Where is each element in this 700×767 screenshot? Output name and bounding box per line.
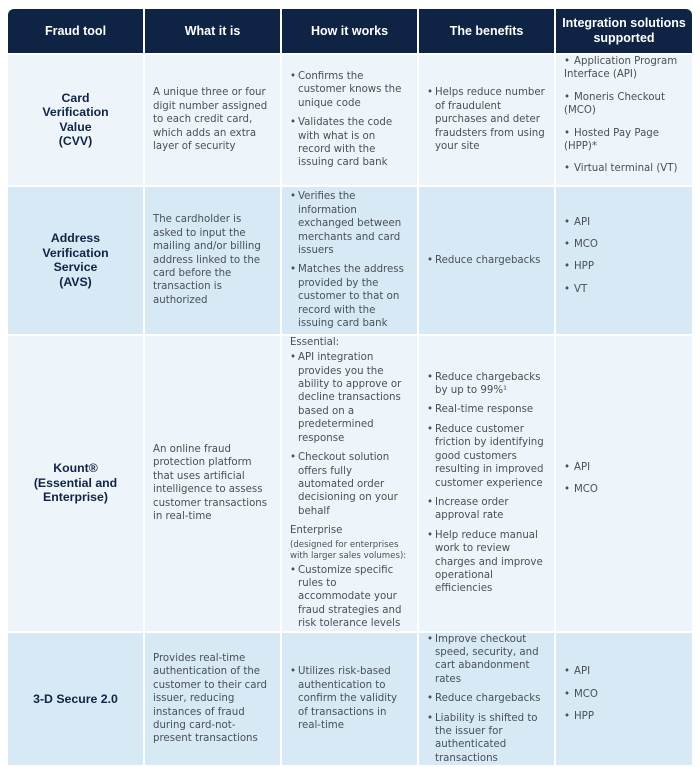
how-item: • Verifies the information exchanged between merchants and card issuers: [290, 190, 409, 257]
tool-name-line: Card: [61, 90, 90, 105]
tool-name-line: Service: [53, 260, 98, 275]
tool-name-line: Verification: [42, 105, 109, 120]
benefit-item: • Help reduce manual work to review charges and improve operational efficiencies: [427, 529, 546, 596]
how-group-label: Enterprise: [290, 525, 343, 537]
how-item: • Customize specific rules to accommodate your fraud strategies and risk tolerance levels: [290, 564, 409, 631]
header-fraud-tool: Fraud tool: [8, 9, 143, 53]
integrations-cell: [556, 633, 692, 766]
benefit-item: • Liability is shifted to the issuer for authenticated transactions: [427, 712, 546, 766]
how-group-note: (designed for enterprises with larger sales volumes):: [290, 539, 407, 562]
how-item: • Checkout solution offers fully automated order decisioning on your behalf: [290, 451, 409, 518]
tool-name-line: Enterprise): [43, 490, 108, 505]
table-row-3ds: [8, 633, 692, 766]
integration-item: • HPP: [564, 261, 594, 273]
table-row-kount: [8, 336, 692, 631]
integration-item: • API: [564, 666, 591, 678]
what-it-is-cell: An online fraud protection platform that uses artificial intelligence to assess customer transactions in real-time: [145, 336, 280, 631]
integration-item: • Application Program Interface (API): [564, 56, 678, 81]
what-it-is-cell: The cardholder is asked to input the mailing and/or billing address linked to the card before the transaction is authorized: [145, 187, 280, 334]
integration-item: • MCO: [564, 484, 598, 496]
header-what-it-is: What it is: [145, 9, 280, 53]
fraud-tools-table: [6, 7, 694, 767]
benefit-item: • Reduce customer friction by identifying good customers resulting in improved customer experience: [427, 423, 546, 490]
benefits-cell: [419, 336, 554, 631]
header-integrations: Integration solutions supported: [556, 9, 692, 53]
benefits-cell: [419, 187, 554, 334]
benefit-item: • Improve checkout speed, security, and cart abandonment rates: [427, 633, 546, 687]
benefit-item: • Reduce chargebacks: [427, 692, 546, 705]
benefit-item: • Helps reduce number of fraudulent purchases and deter fraudsters from using your site: [427, 86, 546, 153]
table-header-row: [8, 9, 692, 53]
integration-item: • API: [564, 461, 591, 473]
table-row-cvv: [8, 55, 692, 185]
how-it-works-cell: [282, 336, 417, 631]
benefits-cell: [419, 633, 554, 766]
integrations-cell: [556, 55, 692, 185]
integration-item: • Hosted Pay Page (HPP)*: [564, 127, 660, 153]
integrations-cell: [556, 336, 692, 631]
tool-name-cell: [8, 55, 143, 185]
how-item: • Validates the code with what is on record with the issuing card bank: [290, 116, 409, 170]
tool-name-line: (Essential and: [33, 475, 118, 490]
integration-item: • API: [564, 216, 591, 228]
tool-name-line: (CVV): [58, 134, 93, 149]
benefit-item: • Reduce chargebacks by up to 99%¹: [427, 371, 546, 398]
integration-item: • MCO: [564, 688, 598, 700]
integration-item: • VT: [564, 283, 588, 295]
header-how-it-works: How it works: [282, 9, 417, 53]
table-row-avs: [8, 187, 692, 334]
tool-name-line: Address: [50, 231, 101, 246]
integration-item: • Virtual terminal (VT): [564, 163, 678, 175]
integration-item: • HPP: [564, 711, 594, 723]
how-group-label: Essential:: [290, 336, 340, 348]
how-item: • Matches the address provided by the customer to that on record with the issuing card bank: [290, 263, 409, 330]
benefit-item: • Real-time response: [427, 403, 546, 416]
how-item: • API integration provides you the ability to approve or decline transactions based on a predetermined response: [290, 351, 409, 445]
how-it-works-cell: [282, 187, 417, 334]
integrations-cell: [556, 187, 692, 334]
tool-name-cell: [8, 633, 143, 766]
header-benefits: The benefits: [419, 9, 554, 53]
tool-name-cell: [8, 187, 143, 334]
how-item: • Confirms the customer knows the unique code: [290, 70, 409, 110]
integration-item: • Moneris Checkout (MCO): [564, 91, 665, 117]
tool-name-line: (AVS): [59, 274, 92, 289]
tool-name-line: Kount®: [53, 461, 98, 476]
what-it-is-cell: A unique three or four digit number assigned to each credit card, which adds an extra layer of security: [145, 55, 280, 185]
benefit-item: • Increase order approval rate: [427, 496, 546, 523]
what-it-is-cell: Provides real-time authentication of the customer to their card issuer, reducing instances of fraud during card-not-present transactions: [145, 633, 280, 766]
how-it-works-cell: [282, 55, 417, 185]
how-it-works-cell: [282, 633, 417, 766]
integration-item: • MCO: [564, 238, 598, 250]
tool-name-line: Verification: [42, 245, 109, 260]
tool-name-cell: [8, 336, 143, 631]
tool-name-line: Value: [59, 119, 92, 134]
how-item: • Utilizes risk-based authentication to confirm the validity of transactions in real-time: [290, 665, 409, 732]
fraud-tools-table-wrapper: [8, 7, 692, 767]
tool-name-line: 3-D Secure 2.0: [33, 691, 118, 706]
benefit-item: • Reduce chargebacks: [427, 254, 546, 267]
benefits-cell: [419, 55, 554, 185]
